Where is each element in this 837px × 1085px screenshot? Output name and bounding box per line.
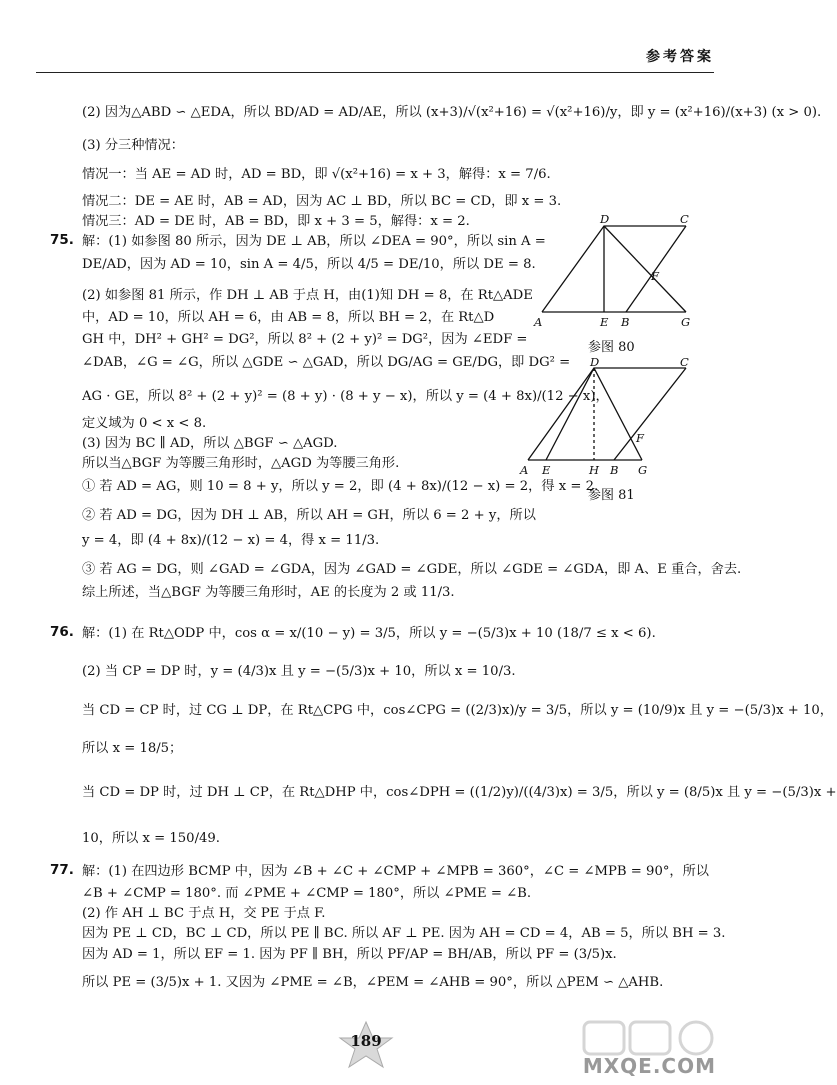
text-line: (3) 因为 BC ∥ AD，所以 △BGF ∽ △AGD. bbox=[82, 436, 338, 451]
label-F: F bbox=[636, 431, 644, 445]
text-line: 因为 PE ⊥ CD，BC ⊥ CD，所以 PE ∥ BC. 所以 AF ⊥ PE. 因为 AH = CD = 4，AB = 5，所以 BH = 3. bbox=[82, 926, 726, 941]
label-A: A bbox=[534, 315, 543, 329]
text-line: GH 中，DH² + GH² = DG²，所以 8² + (2 + y)² = DG²，因为 ∠EDF = bbox=[82, 332, 528, 347]
text-line: AG · GE，所以 8² + (2 + y)² = (8 + y) · (8 + y − x)，所以 y = (4 + 8x)/(12 − x)， bbox=[82, 389, 609, 404]
text-line: ① 若 AD = AG，则 10 = 8 + y，所以 y = 2，即 (4 + 8x)/(12 − x) = 2，得 x = 2. bbox=[82, 479, 599, 494]
text-line: 中，AD = 10，所以 AH = 6，由 AB = 8，所以 BH = 2，在 Rt△D bbox=[82, 310, 495, 325]
text-line: 当 CD = DP 时，过 DH ⊥ CP，在 Rt△DHP 中，cos∠DPH = ((1/2)y)/((4/3)x) = 3/5，所以 y = (8/5)x 且 y = −(5/3)x + bbox=[82, 785, 837, 800]
line-CB bbox=[614, 368, 686, 460]
text-line: ② 若 AD = DG，因为 DH ⊥ AB，所以 AH = GH，所以 6 = 2 + y，所以 bbox=[82, 508, 536, 523]
text-line: 解：(1) 在四边形 BCMP 中，因为 ∠B + ∠C + ∠CMP + ∠MPB = 360°，∠C = ∠MPB = 90°，所以 bbox=[82, 864, 709, 879]
text-line: 解：(1) 在 Rt△ODP 中，cos α = x/(10 − y) = 3/5，所以 y = −(5/3)x + 10 (18/7 ≤ x < 6). bbox=[82, 626, 656, 641]
problem-number: 77. bbox=[50, 862, 74, 878]
label-A: A bbox=[520, 463, 529, 477]
text-line: 因为 AD = 1，所以 EF = 1. 因为 PF ∥ BH，所以 PF/AP = BH/AB，所以 PF = (3/5)x. bbox=[82, 947, 617, 962]
text-line: 所以 x = 18/5； bbox=[82, 741, 183, 756]
label-E: E bbox=[542, 463, 551, 477]
text-line: ③ 若 AG = DG，则 ∠GAD = ∠GDA，因为 ∠GAD = ∠GDE，所以 ∠GDE = ∠GDA，即 A、E 重合，舍去. bbox=[82, 562, 742, 577]
text-line: (2) 作 AH ⊥ BC 于点 H，交 PE 于点 F. bbox=[82, 906, 326, 921]
label-C: C bbox=[680, 212, 689, 226]
label-F: F bbox=[651, 269, 659, 283]
label-B: B bbox=[621, 315, 630, 329]
line-DE bbox=[546, 368, 594, 460]
text-line: 综上所述，当△BGF 为等腰三角形时，AE 的长度为 2 或 11/3. bbox=[82, 585, 455, 600]
label-C: C bbox=[680, 355, 689, 369]
label-G: G bbox=[681, 315, 691, 329]
text-line: 情况二：DE = AE 时，AB = AD，因为 AC ⊥ BD，所以 BC = CD，即 x = 3. bbox=[82, 194, 562, 209]
figure-81-caption: 参图 81 bbox=[588, 488, 635, 503]
line-DG bbox=[594, 368, 642, 460]
label-H: H bbox=[589, 463, 600, 477]
text-line: (2) 当 CP = DP 时，y = (4/3)x 且 y = −(5/3)x + 10，所以 x = 10/3. bbox=[82, 664, 516, 679]
header-rule bbox=[36, 72, 714, 73]
text-line: 定义域为 0 < x < 8. bbox=[82, 416, 207, 431]
figure-81 bbox=[516, 356, 702, 478]
line-ADC bbox=[528, 368, 686, 460]
text-line: y = 4，即 (4 + 8x)/(12 − x) = 4，得 x = 11/3. bbox=[82, 533, 380, 548]
figure-80 bbox=[530, 214, 700, 332]
text-line: 情况一：当 AE = AD 时，AD = BD，即 √(x²+16) = x + 3，解得：x = 7/6. bbox=[82, 167, 551, 182]
watermark-text: MXQE.COM bbox=[582, 1054, 716, 1078]
text-line: 当 CD = CP 时，过 CG ⊥ DP，在 Rt△CPG 中，cos∠CPG = ((2/3)x)/y = 3/5，所以 y = (10/9)x 且 y = −(5/3)x + 10， bbox=[82, 703, 833, 718]
text-line: 所以 PE = (3/5)x + 1. 又因为 ∠PME = ∠B，∠PEM = ∠AHB = 90°，所以 △PEM ∽ △AHB. bbox=[82, 975, 664, 990]
text-line: 10，所以 x = 150/49. bbox=[82, 831, 220, 846]
line-ADC bbox=[542, 226, 686, 312]
line-DG bbox=[604, 226, 686, 312]
text-line: 情况三：AD = DE 时，AB = BD，即 x + 3 = 5，解得：x = 2. bbox=[82, 214, 470, 229]
header-title: 参考答案 bbox=[646, 49, 714, 65]
page-number: 189 bbox=[350, 1032, 382, 1050]
text-line: ∠B + ∠CMP = 180°. 而 ∠PME + ∠CMP = 180°，所以 ∠PME = ∠B. bbox=[82, 886, 532, 901]
problem-number: 75. bbox=[50, 232, 74, 248]
label-D: D bbox=[600, 212, 610, 226]
text-line: (2) 因为△ABD ∽ △EDA，所以 BD/AD = AD/AE，所以 (x+3)/√(x²+16) = √(x²+16)/y，即 y = (x²+16)/(x+3) (x > 0). bbox=[82, 105, 822, 120]
label-E: E bbox=[600, 315, 609, 329]
text-line: (2) 如参图 81 所示，作 DH ⊥ AB 于点 H，由(1)知 DH = 8，在 Rt△ADE bbox=[82, 288, 533, 303]
text-line: 解：(1) 如参图 80 所示，因为 DE ⊥ AB，所以 ∠DEA = 90°，所以 sin A = bbox=[82, 234, 546, 249]
problem-number: 76. bbox=[50, 624, 74, 640]
label-D: D bbox=[590, 355, 600, 369]
label-G: G bbox=[638, 463, 648, 477]
text-line: DE/AD，因为 AD = 10，sin A = 4/5，所以 4/5 = DE/10，所以 DE = 8. bbox=[82, 257, 536, 272]
label-B: B bbox=[610, 463, 619, 477]
text-line: 所以当△BGF 为等腰三角形时，△AGD 为等腰三角形. bbox=[82, 456, 400, 471]
figure-80-caption: 参图 80 bbox=[588, 340, 635, 355]
text-line: (3) 分三种情况： bbox=[82, 138, 184, 153]
text-line: ∠DAB，∠G = ∠G，所以 △GDE ∽ △GAD，所以 DG/AG = GE/DG，即 DG² = bbox=[82, 355, 571, 370]
